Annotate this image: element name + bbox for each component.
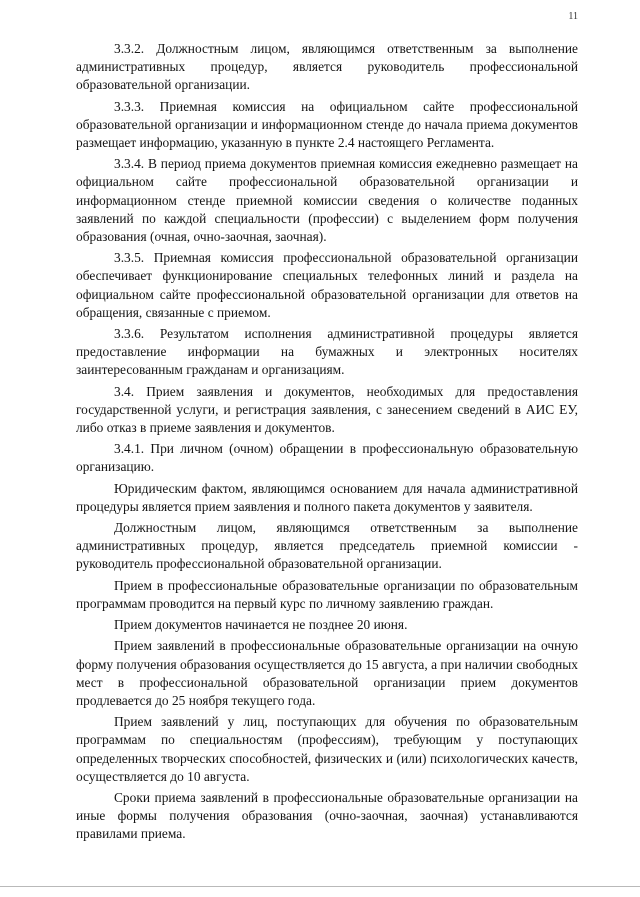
page-number: 11 xyxy=(568,11,578,22)
document-body xyxy=(76,40,578,847)
paragraph-legal-fact: Юридическим фактом, являющимся основанием для начала административной процедуры является прием заявления и полного пакета документов у заявителя. xyxy=(76,480,578,514)
paragraph-creative-deadline: Прием заявлений у лиц, поступающих для обучения по образовательным программам по специальностям (профессиям), требующим у поступающих определенных творческих способностей, физических и (или) психологических качеств, осуществляется до 10 августа. xyxy=(76,714,578,784)
paragraph-other-forms: Сроки приема заявлений в профессиональные образовательные организации на иные формы получения образования (очно-заочная, заочная) устанавливаются правилами приема. xyxy=(76,789,578,842)
paragraph-3-3-5: 3.3.5. Приемная комиссия профессиональной образовательной организации обеспечивает функционирование специальных телефонных линий и раздела на официальном сайте профессиональной образовательной организации для ответов на обращения, связанные с приемом. xyxy=(76,250,578,320)
paragraph-3-3-3: 3.3.3. Приемная комиссия на официальном сайте профессиональной образовательной организации и информационном стенде до начала приема документов размещает информацию, указанную в пункте 2.4 настоящего Регламента. xyxy=(76,98,578,151)
paragraph-3-4: 3.4. Прием заявления и документов, необходимых для предоставления государственной услуги, и регистрация заявления, с занесением сведений в АИС ЕУ, либо отказ в приеме заявления и документов. xyxy=(76,383,578,436)
page-bottom-edge xyxy=(0,886,640,887)
paragraph-3-3-4: 3.3.4. В период приема документов приемная комиссия ежедневно размещает на официальном сайте профессиональной образовательной организации и информационном стенде приемной комиссии сведения о количестве поданных заявлений по каждой специальности (профессии) с выделением форм получения образования (очная, очно-заочная, заочная). xyxy=(76,156,578,245)
paragraph-full-time-deadline: Прием заявлений в профессиональные образовательные организации на очную форму получения образования осуществляется до 15 августа, а при наличии свободных мест в профессиональной образовательной организации прием документов продлевается до 25 ноября текущего года. xyxy=(76,638,578,708)
paragraph-3-4-1: 3.4.1. При личном (очном) обращении в профессиональную образовательную организацию. xyxy=(76,441,578,475)
paragraph-admission-first-course: Прием в профессиональные образовательные организации по образовательным программам проводится на первый курс по личному заявлению граждан. xyxy=(76,577,578,611)
paragraph-responsible-official: Должностным лицом, являющимся ответственным за выполнение административных процедур, является председатель приемной комиссии - руководитель профессиональной образовательной организации. xyxy=(76,520,578,572)
paragraph-3-3-2: 3.3.2. Должностным лицом, являющимся ответственным за выполнение административных процедур, является руководитель профессиональной образовательной организации. xyxy=(76,41,578,93)
paragraph-admission-start: Прием документов начинается не позднее 20 июня. xyxy=(114,617,408,633)
paragraph-3-3-6: 3.3.6. Результатом исполнения административной процедуры является предоставление информации на бумажных и электронных носителях заинтересованным гражданам и организациям. xyxy=(76,326,578,378)
